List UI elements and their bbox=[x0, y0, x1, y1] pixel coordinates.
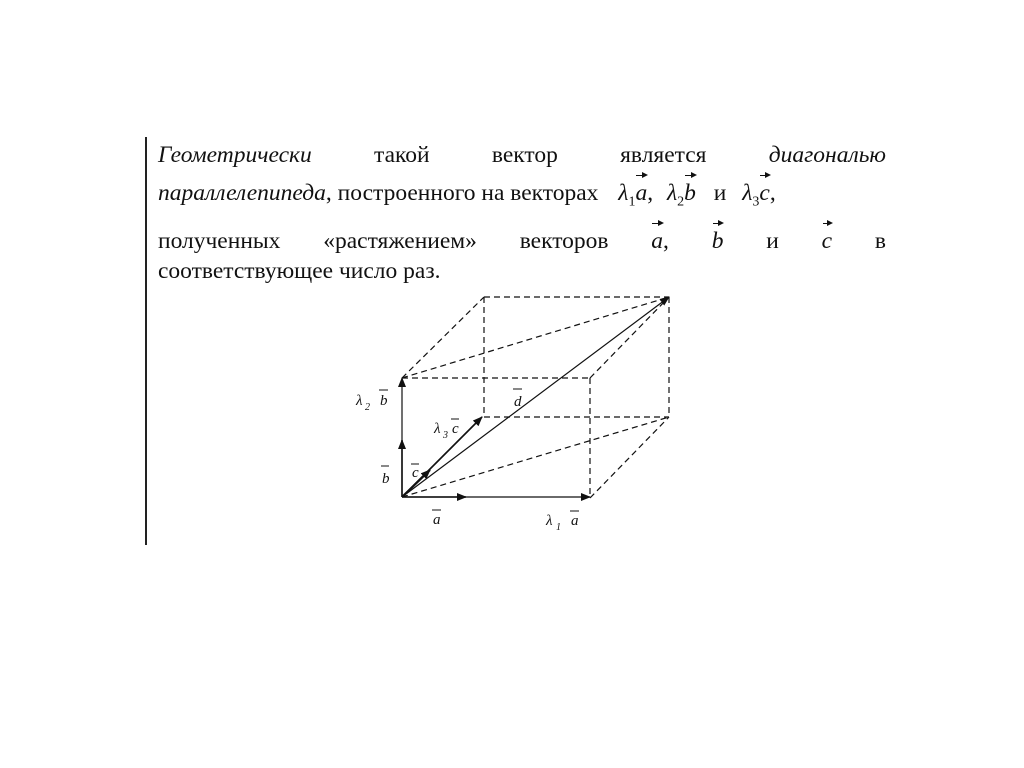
text-line-4: соответствующее число раз. bbox=[158, 258, 441, 284]
label-lambda2: λ bbox=[356, 393, 363, 409]
vector-c: c bbox=[759, 180, 770, 206]
label-b: b bbox=[382, 471, 390, 487]
label-lambda2-sub: 2 bbox=[365, 402, 370, 413]
word: «растяжением» bbox=[323, 228, 477, 254]
label-lambda1-sub: 1 bbox=[556, 522, 561, 533]
label-lambda1-vec: a bbox=[571, 513, 579, 529]
comma: , bbox=[663, 228, 669, 254]
label-lambda3-sub: 3 bbox=[443, 430, 448, 441]
subscript: 1 bbox=[628, 194, 636, 210]
word: является bbox=[620, 142, 707, 168]
edge-top-right-depth bbox=[590, 297, 669, 378]
subscript: 3 bbox=[752, 194, 760, 210]
label-lambda1: λ bbox=[546, 513, 553, 529]
word-diagonal: диагональю bbox=[768, 142, 886, 168]
vector-c: c bbox=[821, 228, 833, 254]
label-a: a bbox=[433, 512, 441, 528]
comma: , bbox=[769, 180, 776, 206]
conjunction: и bbox=[766, 228, 779, 254]
word: полученных bbox=[158, 228, 281, 254]
text-span: , построенного на векторах bbox=[325, 180, 599, 206]
label-lambda3-vec: c bbox=[452, 421, 459, 437]
conjunction: и bbox=[713, 180, 727, 206]
face-diagonal-top bbox=[402, 297, 669, 378]
subscript: 2 bbox=[677, 194, 685, 210]
lambda-symbol: λ bbox=[666, 180, 678, 206]
diagonal-d bbox=[402, 297, 669, 497]
lambda-symbol: λ bbox=[618, 180, 629, 206]
vector-a: a bbox=[651, 228, 664, 254]
word-parallelepiped: параллелепипеда bbox=[158, 180, 326, 206]
label-lambda3: λ bbox=[434, 421, 441, 437]
word: векторов bbox=[519, 228, 609, 254]
label-d: d bbox=[514, 394, 522, 410]
lambda-symbol: λ bbox=[742, 180, 753, 206]
word: такой bbox=[374, 142, 430, 168]
label-c: c bbox=[412, 465, 419, 481]
edge-bottom-right-depth bbox=[590, 417, 669, 498]
vector-b: b bbox=[684, 180, 696, 206]
comma: , bbox=[647, 180, 654, 206]
vector-b: b bbox=[711, 228, 724, 254]
word: вектор bbox=[491, 142, 558, 168]
label-lambda2-vec: b bbox=[380, 393, 388, 409]
vector-a: a bbox=[635, 180, 648, 206]
word: в bbox=[874, 228, 886, 254]
word-geometrically: Геометрически bbox=[158, 142, 312, 168]
